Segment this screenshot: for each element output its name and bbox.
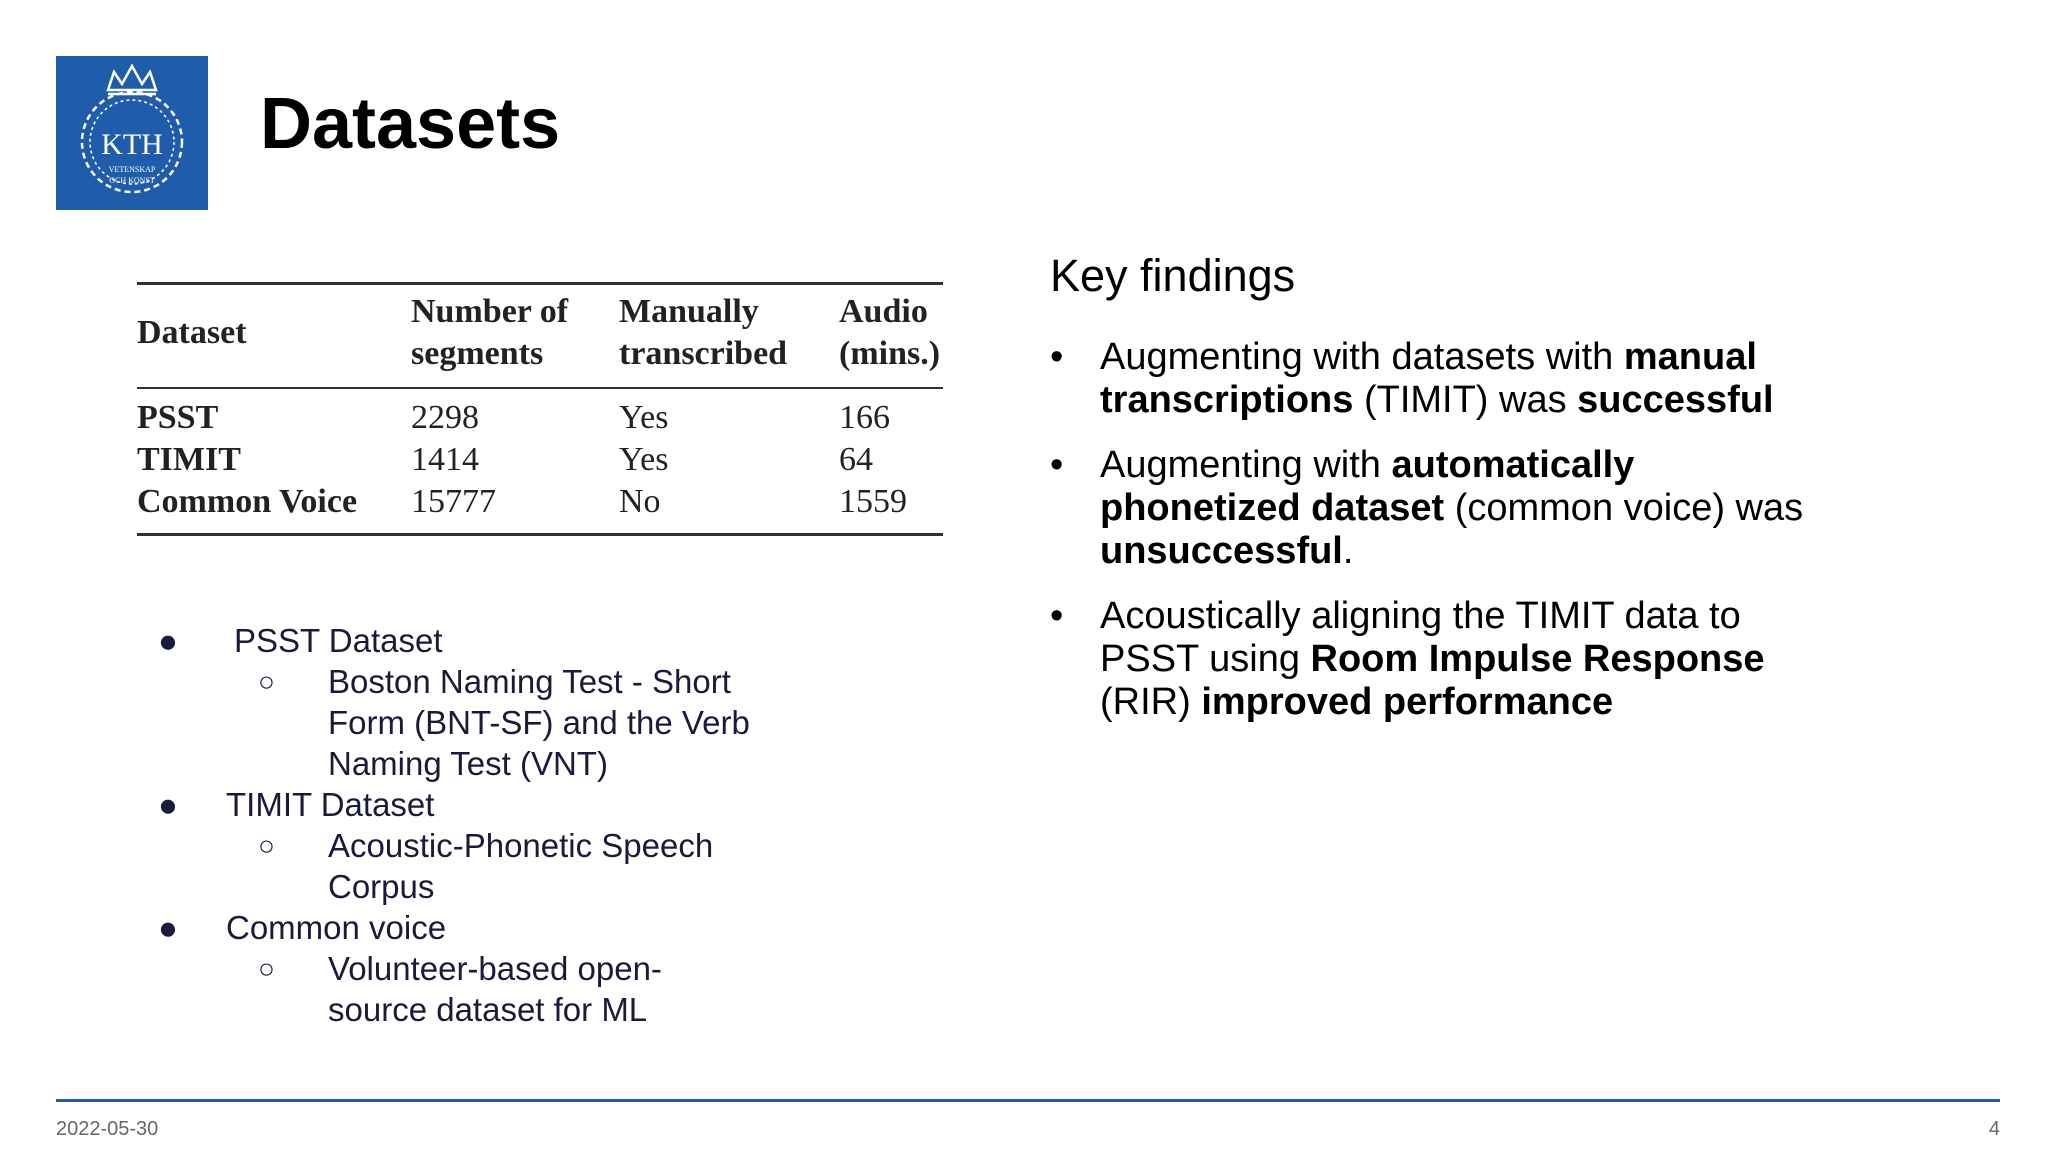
svg-text:OCH KONST: OCH KONST: [109, 176, 155, 185]
bullet-icon: •: [1050, 595, 1064, 637]
circle-bullet-icon: ○: [258, 953, 275, 984]
table-cell: TIMIT: [137, 441, 241, 478]
sub-list-item-label: Boston Naming Test - Short Form (BNT-SF) and the Verb Naming Test (VNT): [328, 663, 750, 782]
table-cell: 1414: [411, 441, 479, 478]
footer-divider: [56, 1099, 2000, 1102]
sub-list-item: [150, 825, 870, 907]
list-item: [150, 784, 870, 825]
dataset-list: [150, 620, 870, 1030]
datasets-table: [137, 282, 943, 536]
table-header: Dataset: [137, 284, 411, 389]
table-cell: PSST: [137, 399, 219, 436]
sub-list-item-label: Volunteer-based open-source dataset for ML: [328, 950, 662, 1028]
footer-date: 2022-05-30: [56, 1118, 159, 1140]
list-item: [150, 907, 870, 948]
list-item: • Augmenting with automatically phonetized dataset (common voice) was unsuccessful.: [1050, 444, 1804, 572]
sub-list-item: [150, 661, 870, 784]
table-header: Manually transcribed: [619, 284, 839, 389]
bullet-icon: •: [1050, 444, 1064, 486]
table-cell: Yes: [619, 441, 669, 478]
list-item: • Augmenting with datasets with manual transcriptions (TIMIT) was successful: [1050, 336, 1774, 421]
list-item-label: Common voice: [226, 909, 447, 946]
sub-list-item: [150, 948, 870, 1030]
table-cell: No: [619, 483, 661, 520]
key-findings-list: [1050, 336, 1810, 746]
table-header: Audio (mins.): [839, 284, 943, 389]
list-item-label: TIMIT Dataset: [226, 786, 435, 823]
page-title: Datasets: [260, 84, 561, 164]
table-cell: 166: [839, 399, 890, 436]
table-cell: 1559: [839, 483, 907, 520]
bullet-icon: ●: [158, 622, 178, 659]
table-row: [137, 481, 943, 535]
list-item: • Acoustically aligning the TIMIT data to PSST using Room Impulse Response (RIR) improved performance: [1050, 595, 1765, 723]
table-cell: 64: [839, 441, 873, 478]
table-cell: 15777: [411, 483, 496, 520]
list-item: [150, 620, 870, 661]
page-number: 4: [1988, 1118, 2000, 1140]
table-cell: 2298: [411, 399, 479, 436]
table-header: Number of segments: [411, 284, 619, 389]
circle-bullet-icon: ○: [258, 830, 275, 861]
bullet-icon: ●: [158, 909, 178, 946]
svg-text:KTH: KTH: [101, 128, 163, 161]
table-row: [137, 388, 943, 439]
circle-bullet-icon: ○: [258, 666, 275, 697]
table-header-row: [137, 284, 943, 389]
sub-list-item-label: Acoustic-Phonetic Speech Corpus: [328, 827, 714, 905]
table-cell: Common Voice: [137, 483, 358, 520]
svg-text:VETENSKAP: VETENSKAP: [108, 165, 156, 174]
key-findings-heading: Key findings: [1050, 250, 1296, 301]
bullet-icon: ●: [158, 786, 178, 823]
kth-logo: [56, 56, 208, 210]
bullet-icon: •: [1050, 336, 1064, 378]
table-cell: Yes: [619, 399, 669, 436]
table-row: [137, 439, 943, 481]
kth-crest-icon: [56, 56, 208, 210]
list-item-label: PSST Dataset: [234, 622, 443, 659]
